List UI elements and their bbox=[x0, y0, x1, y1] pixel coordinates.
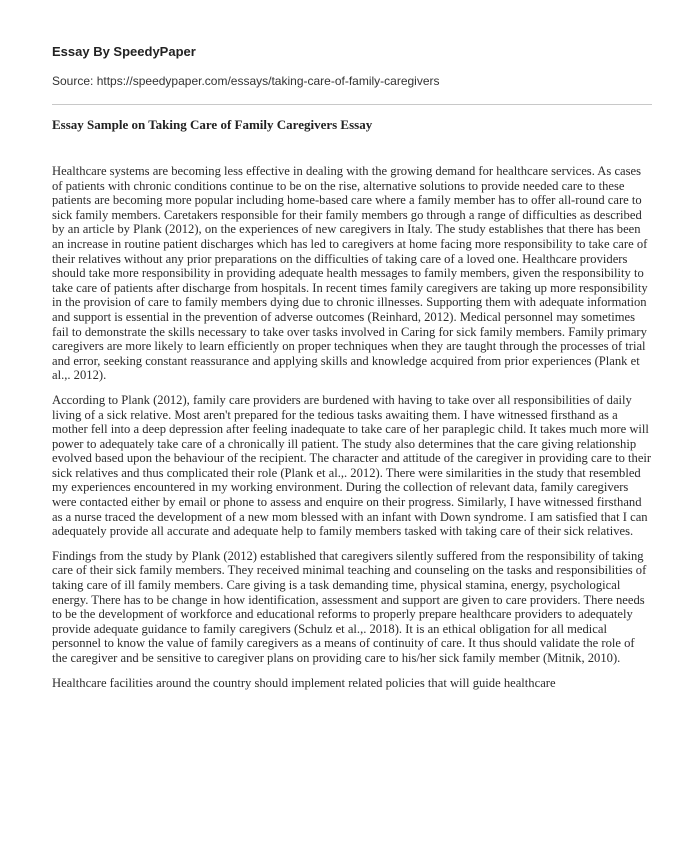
essay-paragraph-4: Healthcare facilities around the country should implement related policies that will guide healthcare bbox=[52, 675, 556, 690]
essay-paragraph-2: According to Plank (2012), family care providers are burdened with having to take over all responsibilities of daily living of a sick relative. Most aren't prepared for the tedious tasks awaiting them. I have witnessed firsthand as a mother fell into a deep depression after feeling inadequate to take care of her paraplegic child. It takes much more will power to adequately take care of a chronically ill patient. The study also determines that the care giving relationship evolved based upon the behaviour of the recipient. The character and attitude of the caregiver in providing care to their sick relatives and thus complicated their role (Plank et al.,. 2012). There were similarities in the study that resembled my experiences encountered in my working environment. During the collection of relevant data, family caregivers were contacted either by email or phone to assess and enquire on their progress. Similarly, I have witnessed firsthand as a nurse traced the development of a new mom blessed with an infant with Down syndrome. I am satisfied that I can adequately provide all accurate and adequate help to family members tasked with taking care of their sick relatives. bbox=[52, 392, 652, 539]
essay-paragraph-1: Healthcare systems are becoming less effective in dealing with the growing demand for healthcare services. As cases of patients with chronic conditions continue to be on the rise, alternative solutions to provide needed care to these patients are becoming more popular including home-based care where a family member has to offer all-round care to sick family members. Caretakers responsible for their family members go through a range of difficulties as described by an article by Plank (2012), on the experiences of new caregivers in Italy. The study establishes that there has been an increase in routine patient discharges which has led to caregivers at home facing more responsibility to take care of their relatives without any prior preparations on the difficulties of taking care of a loved one. Healthcare providers should take more responsibility in providing adequate health messages to family members, given the responsibility to take care of patients after discharge from hospitals. In recent times family caregivers are taking up more responsibility in the provision of care to family members dying due to chronic illnesses. Supporting them with adequate information and support is essential in the prevention of adverse outcomes (Reinhard, 2012). Medical personnel may sometimes fail to demonstrate the skills necessary to take over tasks involved in Caring for sick family members. Family primary caregivers are more likely to learn efficiently on proper techniques when they are taught through the processes of trial and error, seeking constant reassurance and applying skills and knowledge acquired from prior experiences (Plank et al.,. 2012). bbox=[52, 164, 648, 383]
essay-body bbox=[52, 164, 652, 690]
source-line bbox=[52, 74, 650, 88]
document-header-title: Essay By SpeedyPaper bbox=[52, 44, 196, 59]
essay-paragraph-3: Findings from the study by Plank (2012) established that caregivers silently suffered from the responsibility of taking care of their sick family members. They received minimal teaching and counseling on the tasks and responsibilities of taking care of ill family members. Care giving is a task demanding time, physical stamina, energy, psychological energy. There has to be change in how identification, assessment and support are given to care providers. There needs to be the development of workforce and educational reforms to properly prepare healthcare providers to adequately provide adequate guidance to family caregivers (Schulz et al.,. 2018). It is an ethical obligation for all medical personnel to know the value of family caregivers as a means of continuity of care. It thus should validate the role of the caregiver and be sensitive to caregiver plans on providing care to his/her sick family member (Mitnik, 2010). bbox=[52, 548, 647, 665]
source-url: https://speedypaper.com/essays/taking-care-of-family-caregivers bbox=[96, 74, 440, 88]
essay-title: Essay Sample on Taking Care of Family Caregivers Essay bbox=[52, 117, 373, 132]
source-label: Source: bbox=[52, 74, 97, 88]
header-divider bbox=[52, 104, 652, 105]
